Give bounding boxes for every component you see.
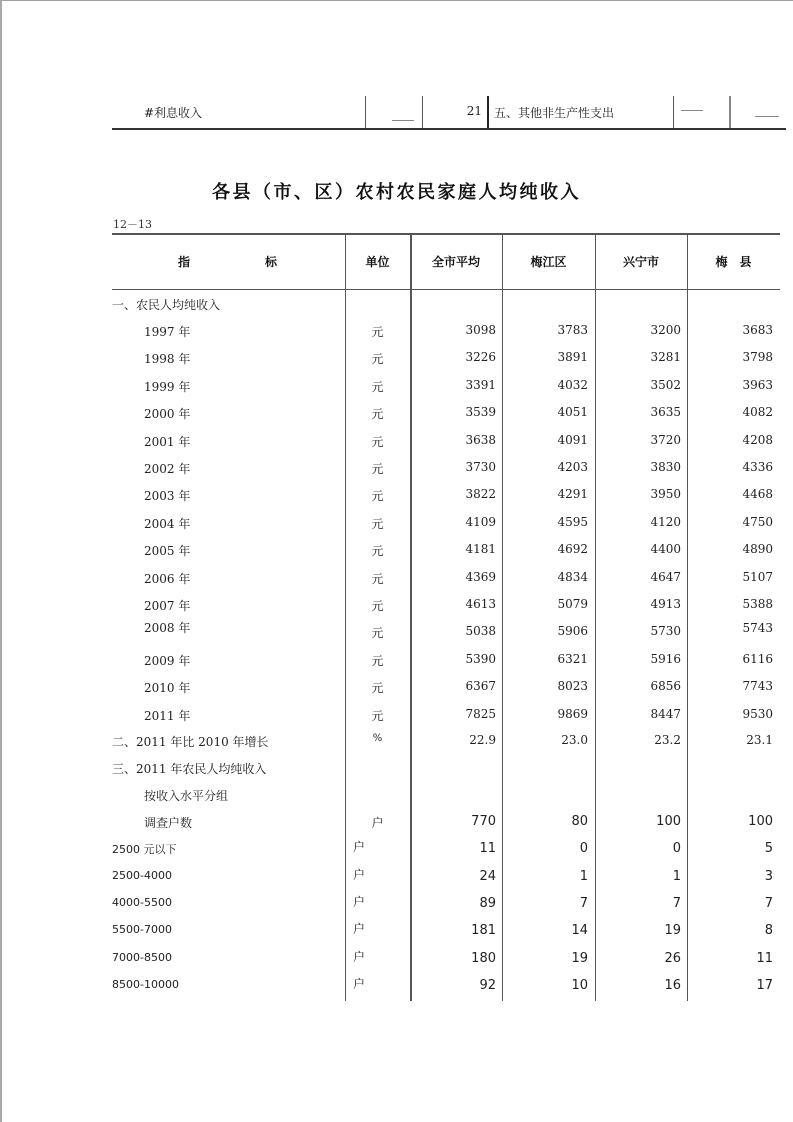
value-cell: 3683	[742, 323, 773, 337]
value-cell: 23.1	[746, 733, 773, 747]
growth-row	[112, 733, 780, 760]
divider	[487, 96, 489, 129]
value-cell: 5730	[650, 624, 681, 639]
prev-table-bottom-line	[112, 128, 786, 130]
income-row	[112, 405, 780, 432]
unit-cell: 元	[371, 489, 384, 504]
row-label: 2002 年	[144, 462, 191, 476]
value-cell: 7	[672, 895, 681, 911]
unit-cell: 元	[371, 434, 384, 449]
income-row	[112, 487, 780, 514]
value-cell: 4613	[465, 597, 496, 611]
unit-cell: 元	[371, 544, 384, 559]
income-row	[112, 515, 780, 542]
household-row	[112, 951, 780, 978]
income-row	[112, 378, 780, 405]
divider	[729, 96, 731, 129]
section-row	[112, 787, 780, 814]
header-indicator-1: 指	[178, 255, 191, 269]
section-3-sub-label: 按收入水平分组	[144, 789, 229, 803]
row-label: 5500-7000	[112, 923, 172, 937]
unit-cell: 元	[371, 571, 384, 586]
unit-cell: 元	[371, 516, 384, 531]
value-cell: 14	[571, 923, 588, 939]
value-cell: 19	[571, 950, 588, 966]
value-cell: 4890	[742, 542, 773, 557]
value-cell: 3281	[650, 350, 681, 365]
household-row	[112, 896, 780, 923]
row-label: 1998 年	[144, 352, 191, 367]
value-cell: 5038	[465, 624, 496, 639]
value-cell: 4208	[742, 432, 773, 447]
value-cell: 4291	[557, 487, 588, 502]
value-cell: 3539	[465, 405, 496, 420]
value-cell: 23.2	[654, 733, 681, 747]
value-cell: 3963	[742, 377, 773, 392]
previous-table-row	[112, 96, 786, 129]
unit-cell: 元	[371, 352, 384, 367]
header-bottom-line	[112, 289, 780, 290]
unit-cell: 元	[371, 325, 384, 339]
income-row	[112, 597, 780, 624]
value-cell: 3	[764, 868, 773, 884]
row-label: 2001 年	[144, 434, 191, 449]
value-cell: 5743	[742, 621, 773, 636]
row-label: 7000-8500	[112, 950, 172, 964]
value-cell: 8	[764, 923, 773, 939]
row-label: 1999 年	[144, 379, 191, 394]
unit-cell: 元	[371, 653, 384, 668]
value-cell: 11	[756, 950, 773, 966]
header-meijiang: 梅江区	[530, 255, 567, 269]
header-xingning: 兴宁市	[622, 255, 659, 269]
value-cell: 4203	[557, 460, 588, 474]
value-cell: 5388	[742, 597, 773, 611]
value-cell: 10	[571, 977, 588, 993]
household-row	[112, 923, 780, 950]
row-label: 4000-5500	[112, 895, 172, 909]
value-cell: 3830	[650, 460, 681, 474]
value-cell: 3730	[465, 460, 496, 474]
income-row	[112, 707, 780, 734]
household-row	[112, 869, 780, 896]
row-label: 2011 年	[144, 708, 191, 723]
value-cell: 180	[471, 950, 496, 966]
value-cell: 4369	[465, 569, 496, 584]
value-cell: 5107	[742, 569, 773, 584]
header-unit: 单位	[365, 255, 390, 269]
value-cell: 5906	[557, 624, 588, 639]
income-row	[112, 460, 780, 487]
row-label: 2005 年	[144, 544, 191, 559]
page-border-left	[0, 0, 2, 1122]
value-cell: 4468	[742, 487, 773, 502]
value-cell: 89	[479, 895, 496, 911]
value-cell: 5916	[650, 651, 681, 666]
divider	[422, 96, 423, 129]
row-label: 2006 年	[144, 571, 191, 586]
value-cell: 24	[479, 868, 496, 884]
unit-cell: 元	[371, 708, 384, 723]
value-cell: 3891	[557, 350, 588, 365]
table-top-line	[112, 233, 780, 235]
header-meixian: 梅 县	[715, 255, 752, 269]
value-cell: 3798	[742, 350, 773, 365]
value-cell: 9530	[742, 706, 773, 721]
household-row	[112, 814, 780, 841]
section-2-label: 二、2011 年比 2010 年增长	[112, 735, 269, 749]
unit-cell: 元	[371, 379, 384, 394]
value-cell: 100	[656, 814, 681, 829]
value-cell: 1	[672, 868, 681, 884]
row-label: 2004 年	[144, 516, 191, 531]
row-label: 2007 年	[144, 599, 191, 613]
value-cell: 0	[672, 841, 681, 857]
divider	[673, 96, 674, 129]
value-cell: 5079	[557, 597, 588, 611]
value-cell: 1	[579, 868, 588, 884]
unit-cell: %	[372, 733, 383, 744]
value-cell: 17	[756, 977, 773, 993]
value-cell: 4834	[557, 569, 588, 584]
value-cell: 3226	[465, 350, 496, 365]
section-3-label: 三、2011 年农民人均纯收入	[112, 762, 267, 776]
unit-cell: 元	[371, 599, 384, 613]
prev-row-dash	[392, 120, 414, 121]
value-cell: 22.9	[469, 733, 496, 747]
income-row	[112, 652, 780, 679]
unit-cell: 户	[371, 816, 384, 830]
income-row	[112, 542, 780, 569]
value-cell: 9869	[557, 706, 588, 721]
value-cell: 19	[664, 923, 681, 939]
row-label: 2500 元以下	[112, 843, 177, 857]
value-cell: 5	[764, 841, 773, 857]
row-label: 2500-4000	[112, 868, 172, 882]
value-cell: 4051	[557, 405, 588, 420]
row-label: 2009 年	[144, 653, 191, 668]
value-cell: 3200	[650, 323, 681, 337]
unit-cell: 元	[371, 462, 384, 476]
value-cell: 4913	[650, 597, 681, 611]
header-indicator-2: 标	[265, 255, 278, 269]
value-cell: 4336	[742, 460, 773, 474]
value-cell: 16	[664, 977, 681, 993]
value-cell: 4082	[742, 405, 773, 420]
value-cell: 7743	[742, 679, 773, 694]
value-cell: 3783	[557, 323, 588, 337]
value-cell: 4750	[742, 514, 773, 529]
section-1-label: 一、农民人均纯收入	[112, 298, 221, 312]
prev-row-dash-2	[681, 110, 703, 111]
value-cell: 4091	[557, 432, 588, 447]
unit-cell: 户	[353, 976, 366, 991]
value-cell: 4692	[557, 542, 588, 557]
row-label: 2010 年	[144, 681, 191, 696]
value-cell: 6856	[650, 679, 681, 694]
prev-row-label-2: 五、其他非生产性支出	[494, 106, 615, 120]
page-border-top	[0, 0, 793, 1]
divider	[365, 96, 366, 129]
prev-row-value: 21	[466, 104, 482, 118]
value-cell: 3822	[465, 487, 496, 502]
value-cell: 0	[579, 841, 588, 857]
income-row	[112, 621, 780, 651]
value-cell: 8447	[650, 706, 681, 721]
value-cell: 3950	[650, 487, 681, 502]
value-cell: 6321	[557, 651, 588, 666]
value-cell: 4120	[650, 514, 681, 529]
household-row	[112, 841, 780, 868]
household-row	[112, 978, 780, 1005]
value-cell: 26	[664, 950, 681, 966]
row-label: 2008 年	[144, 621, 191, 636]
table-code: 12－13	[113, 218, 152, 231]
value-cell: 80	[571, 814, 588, 829]
income-row	[112, 679, 780, 706]
value-cell: 4032	[557, 377, 588, 392]
table-title: 各县（市、区）农村农民家庭人均纯收入	[212, 182, 581, 203]
row-label: 2003 年	[144, 489, 191, 504]
value-cell: 4181	[465, 542, 496, 557]
unit-cell: 户	[353, 949, 366, 964]
unit-cell: 户	[353, 922, 366, 937]
prev-row-label: #利息收入	[144, 106, 203, 120]
row-label: 1997 年	[144, 325, 191, 339]
income-row	[112, 323, 780, 350]
value-cell: 100	[748, 814, 773, 829]
value-cell: 5390	[465, 651, 496, 666]
value-cell: 6116	[742, 651, 773, 666]
value-cell: 3720	[650, 432, 681, 447]
unit-cell: 元	[371, 407, 384, 422]
prev-row-dash-3	[755, 116, 779, 117]
value-cell: 3635	[650, 405, 681, 420]
income-row	[112, 433, 780, 460]
value-cell: 770	[471, 814, 496, 829]
row-label: 8500-10000	[112, 977, 179, 991]
value-cell: 23.0	[561, 733, 588, 747]
value-cell: 181	[471, 923, 496, 939]
section-row	[112, 760, 780, 787]
value-cell: 3098	[465, 323, 496, 337]
unit-cell: 元	[371, 681, 384, 696]
value-cell: 7	[579, 895, 588, 911]
value-cell: 3638	[465, 432, 496, 447]
value-cell: 11	[479, 841, 496, 857]
income-row	[112, 570, 780, 597]
unit-cell: 元	[371, 626, 384, 641]
income-row	[112, 350, 780, 377]
value-cell: 3502	[650, 377, 681, 392]
value-cell: 3391	[465, 377, 496, 392]
value-cell: 7	[764, 895, 773, 911]
unit-cell: 户	[353, 894, 366, 909]
row-label: 2000 年	[144, 407, 191, 422]
value-cell: 4647	[650, 569, 681, 584]
unit-cell: 户	[353, 840, 366, 855]
value-cell: 7825	[465, 706, 496, 721]
value-cell: 4109	[465, 514, 496, 529]
value-cell: 4595	[557, 514, 588, 529]
header-city-average: 全市平均	[431, 255, 480, 269]
unit-cell: 户	[353, 867, 366, 882]
value-cell: 8023	[557, 679, 588, 694]
section-row	[112, 296, 780, 323]
value-cell: 92	[479, 977, 496, 993]
value-cell: 6367	[465, 679, 496, 694]
value-cell: 4400	[650, 542, 681, 557]
row-label: 调查户数	[144, 816, 193, 830]
